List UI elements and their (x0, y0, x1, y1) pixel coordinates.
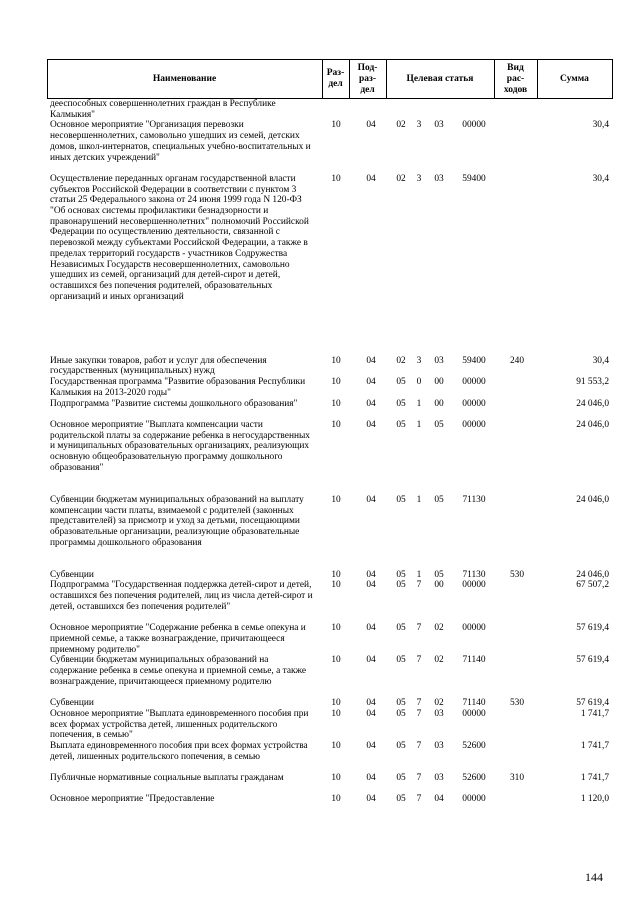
row-expense-type: 240 (509, 355, 525, 366)
row-razdel: 10 (331, 173, 341, 184)
row-razdel: 10 (331, 740, 341, 751)
row-target-direction: 00000 (462, 120, 486, 131)
table-row (47, 399, 613, 420)
row-razdel: 10 (331, 623, 341, 634)
row-podrazdel: 04 (366, 419, 376, 430)
row-target-subprogram: 1 (416, 569, 422, 580)
row-sum: 1 741,7 (580, 740, 609, 751)
row-name: Субвенции (50, 698, 94, 709)
row-target-direction: 00000 (462, 419, 486, 430)
row-sum: 24 046,0 (576, 494, 609, 505)
row-podrazdel: 04 (366, 580, 376, 591)
table-row (47, 570, 613, 581)
row-target-subprogram: 1 (416, 398, 422, 409)
row-sum: 1 741,7 (580, 708, 609, 719)
row-target-event: 00 (434, 398, 444, 409)
row-target-program: 05 (396, 377, 406, 388)
row-target-event: 03 (434, 740, 444, 751)
row-target-direction: 71130 (462, 494, 486, 505)
header-podrazdel: Под- раз- дел (357, 62, 378, 95)
row-target-program: 05 (396, 655, 406, 666)
row-target-subprogram: 0 (416, 377, 422, 388)
row-target-subprogram: 3 (416, 355, 422, 366)
row-target-event: 03 (434, 120, 444, 131)
row-target-direction: 59400 (462, 355, 486, 366)
row-target-program: 02 (396, 120, 406, 131)
table-header (47, 59, 613, 99)
header-sum: Сумма (560, 73, 589, 84)
row-sum: 57 619,4 (576, 655, 609, 666)
row-target-program: 05 (396, 580, 406, 591)
row-expense-type: 310 (509, 772, 525, 783)
row-name: Подпрограмма "Государственная поддержка детей-сирот и детей, оставшихся без попечения родителей, лиц из числа детей-сирот и детей, оставшихся без попечения родителей" (50, 580, 313, 612)
row-target-event: 02 (434, 623, 444, 634)
row-target-program: 05 (396, 794, 406, 805)
row-podrazdel: 04 (366, 623, 376, 634)
row-target-subprogram: 3 (416, 173, 422, 184)
row-name: Основное мероприятие "Содержание ребенка в семье опекуна и приемной семье, а также вознаграждение, причитающееся приемному родителю" (50, 623, 306, 655)
row-name: Выплата единовременного пособия при всех формах устройства детей, лишенных родительского попечения, в семью (50, 740, 308, 762)
row-target-direction: 00000 (462, 377, 486, 388)
page-number: 144 (585, 870, 603, 884)
row-razdel: 10 (331, 398, 341, 409)
row-razdel: 10 (331, 772, 341, 783)
row-name: Осуществление переданных органам государственной власти субъектов Российской Федерации в соответствии с пунктом 3 статьи 25 Федерального закона от 24 июня 1999 года N 120-ФЗ "Об основах системы профилактики безнадзорности и правонарушений несовершеннолетних" полномочий Российской Федерации по осуществлению деятельности, связанной с перевозкой между субъектами Российской Федерации, а также в пределах территорий государств - участников Содружества Независимых Государств несовершеннолетних, самовольно ушедших из семей, организаций для детей-сирот и детей, оставшихся без попечения родителей, образовательных организаций и иных организаций (50, 173, 309, 302)
row-podrazdel: 04 (366, 377, 376, 388)
table-row (47, 495, 613, 570)
header-divider (612, 59, 613, 99)
row-target-event: 05 (434, 419, 444, 430)
row-target-event: 03 (434, 708, 444, 719)
table-row (47, 580, 613, 623)
row-sum: 30,4 (592, 120, 609, 131)
row-target-direction: 52600 (462, 740, 486, 751)
row-expense-type: 530 (509, 569, 525, 580)
row-name: Основное мероприятие "Выплата единовременного пособия при всех формах устройства детей, лишенных родительского попечения, в семью" (50, 708, 309, 741)
row-sum: 1 120,0 (580, 794, 609, 805)
row-sum: 30,4 (592, 173, 609, 184)
row-target-subprogram: 7 (416, 623, 422, 634)
row-name: Публичные нормативные социальные выплаты гражданам (50, 772, 284, 783)
row-target-event: 03 (434, 173, 444, 184)
row-razdel: 10 (331, 708, 341, 719)
row-target-direction: 52600 (462, 772, 486, 783)
table-row (47, 655, 613, 698)
header-target: Целевая статья (406, 73, 474, 84)
row-target-direction: 00000 (462, 794, 486, 805)
row-target-subprogram: 1 (416, 494, 422, 505)
row-name: Основное мероприятие "Предоставление (50, 794, 215, 805)
row-name: Государственная программа "Развитие образования Республики Калмыкия на 2013-2020 годы" (50, 377, 306, 398)
row-name: дееспособных совершеннолетних граждан в Республике Калмыкия" (50, 99, 276, 120)
row-razdel: 10 (331, 377, 341, 388)
row-target-event: 04 (434, 794, 444, 805)
table-row (47, 377, 613, 398)
row-target-program: 02 (396, 173, 406, 184)
row-target-program: 05 (396, 772, 406, 783)
row-target-direction: 71130 (462, 569, 486, 580)
row-target-event: 02 (434, 698, 444, 709)
row-sum: 24 046,0 (576, 419, 609, 430)
header-vid: Вид рас- ходов (503, 62, 528, 95)
row-sum: 24 046,0 (576, 569, 609, 580)
row-sum: 1 741,7 (580, 772, 609, 783)
row-podrazdel: 04 (366, 355, 376, 366)
row-razdel: 10 (331, 355, 341, 366)
row-target-direction: 71140 (462, 698, 486, 709)
table-row (47, 794, 613, 805)
row-name: Основное мероприятие "Выплата компенсации части родительской платы за содержание ребенка в негосударственных и муниципальных образовательных организациях, реализующих основную общеобразовательную программу дошкольного образования" (50, 419, 310, 473)
row-target-event: 03 (434, 772, 444, 783)
row-name: Субвенции бюджетам муниципальных образований на выплату компенсации части платы, взимаемой с родителей (законных представителей) за присмотр и уход за детьми, посещающими образовательные организации, реализующие образовательные программы дошкольного образования (50, 494, 304, 548)
row-target-program: 05 (396, 698, 406, 709)
row-name: Подпрограмма "Развитие системы дошкольного образования" (50, 398, 298, 409)
row-podrazdel: 04 (366, 794, 376, 805)
row-target-direction: 00000 (462, 580, 486, 591)
row-sum: 57 619,4 (576, 623, 609, 634)
row-target-subprogram: 1 (416, 419, 422, 430)
row-target-event: 05 (434, 494, 444, 505)
row-sum: 91 553,2 (576, 377, 609, 388)
row-target-event: 02 (434, 655, 444, 666)
row-target-direction: 00000 (462, 708, 486, 719)
row-target-direction: 71140 (462, 655, 486, 666)
row-name: Основное мероприятие "Организация перевозки несовершеннолетних, самовольно ушедших из семей, детских домов, школ-интернатов, специальных учебно-воспитательных и иных детских учреждений" (50, 120, 311, 163)
row-target-direction: 00000 (462, 623, 486, 634)
table-row (47, 623, 613, 655)
row-sum: 57 619,4 (576, 698, 609, 709)
row-podrazdel: 04 (366, 494, 376, 505)
row-sum: 30,4 (592, 355, 609, 366)
row-podrazdel: 04 (366, 569, 376, 580)
row-name: Субвенции (50, 569, 94, 580)
table-body (47, 99, 613, 805)
row-target-direction: 00000 (462, 398, 486, 409)
row-target-event: 00 (434, 377, 444, 388)
row-podrazdel: 04 (366, 120, 376, 131)
row-razdel: 10 (331, 655, 341, 666)
row-target-event: 00 (434, 580, 444, 591)
row-podrazdel: 04 (366, 698, 376, 709)
row-sum: 67 507,2 (576, 580, 609, 591)
table-row (47, 99, 613, 120)
row-target-event: 05 (434, 569, 444, 580)
row-target-subprogram: 7 (416, 655, 422, 666)
row-target-subprogram: 3 (416, 120, 422, 131)
row-target-subprogram: 7 (416, 794, 422, 805)
row-target-program: 05 (396, 708, 406, 719)
row-target-direction: 59400 (462, 173, 486, 184)
row-target-program: 02 (396, 355, 406, 366)
table-row (47, 120, 613, 174)
row-target-subprogram: 7 (416, 740, 422, 751)
row-name: Иные закупки товаров, работ и услуг для обеспечения государственных (муниципальных) нужд (50, 355, 267, 377)
row-podrazdel: 04 (366, 772, 376, 783)
table-row (47, 420, 613, 495)
row-target-subprogram: 7 (416, 708, 422, 719)
row-target-program: 05 (396, 623, 406, 634)
table-row (47, 741, 613, 773)
row-target-subprogram: 7 (416, 580, 422, 591)
row-target-subprogram: 7 (416, 772, 422, 783)
row-name: Субвенции бюджетам муниципальных образований на содержание ребенка в семье опекуна и приемной семье, а также вознаграждение, причитающееся приемному родителю (50, 655, 307, 687)
row-razdel: 10 (331, 120, 341, 131)
row-sum: 24 046,0 (576, 398, 609, 409)
row-target-event: 03 (434, 355, 444, 366)
table-row (47, 356, 613, 377)
row-target-program: 05 (396, 419, 406, 430)
row-podrazdel: 04 (366, 173, 376, 184)
row-podrazdel: 04 (366, 398, 376, 409)
header-name: Наименование (152, 73, 217, 84)
row-razdel: 10 (331, 494, 341, 505)
table-row (47, 174, 613, 356)
header-razdel: Раз- дел (326, 68, 345, 89)
row-podrazdel: 04 (366, 655, 376, 666)
row-razdel: 10 (331, 698, 341, 709)
row-razdel: 10 (331, 794, 341, 805)
row-razdel: 10 (331, 419, 341, 430)
row-razdel: 10 (331, 569, 341, 580)
row-target-program: 05 (396, 398, 406, 409)
table-row (47, 773, 613, 794)
row-target-program: 05 (396, 494, 406, 505)
table-row (47, 698, 613, 709)
row-target-program: 05 (396, 569, 406, 580)
row-razdel: 10 (331, 580, 341, 591)
row-podrazdel: 04 (366, 740, 376, 751)
row-target-subprogram: 7 (416, 698, 422, 709)
table-row (47, 709, 613, 741)
row-expense-type: 530 (509, 698, 525, 709)
row-podrazdel: 04 (366, 708, 376, 719)
row-target-program: 05 (396, 740, 406, 751)
